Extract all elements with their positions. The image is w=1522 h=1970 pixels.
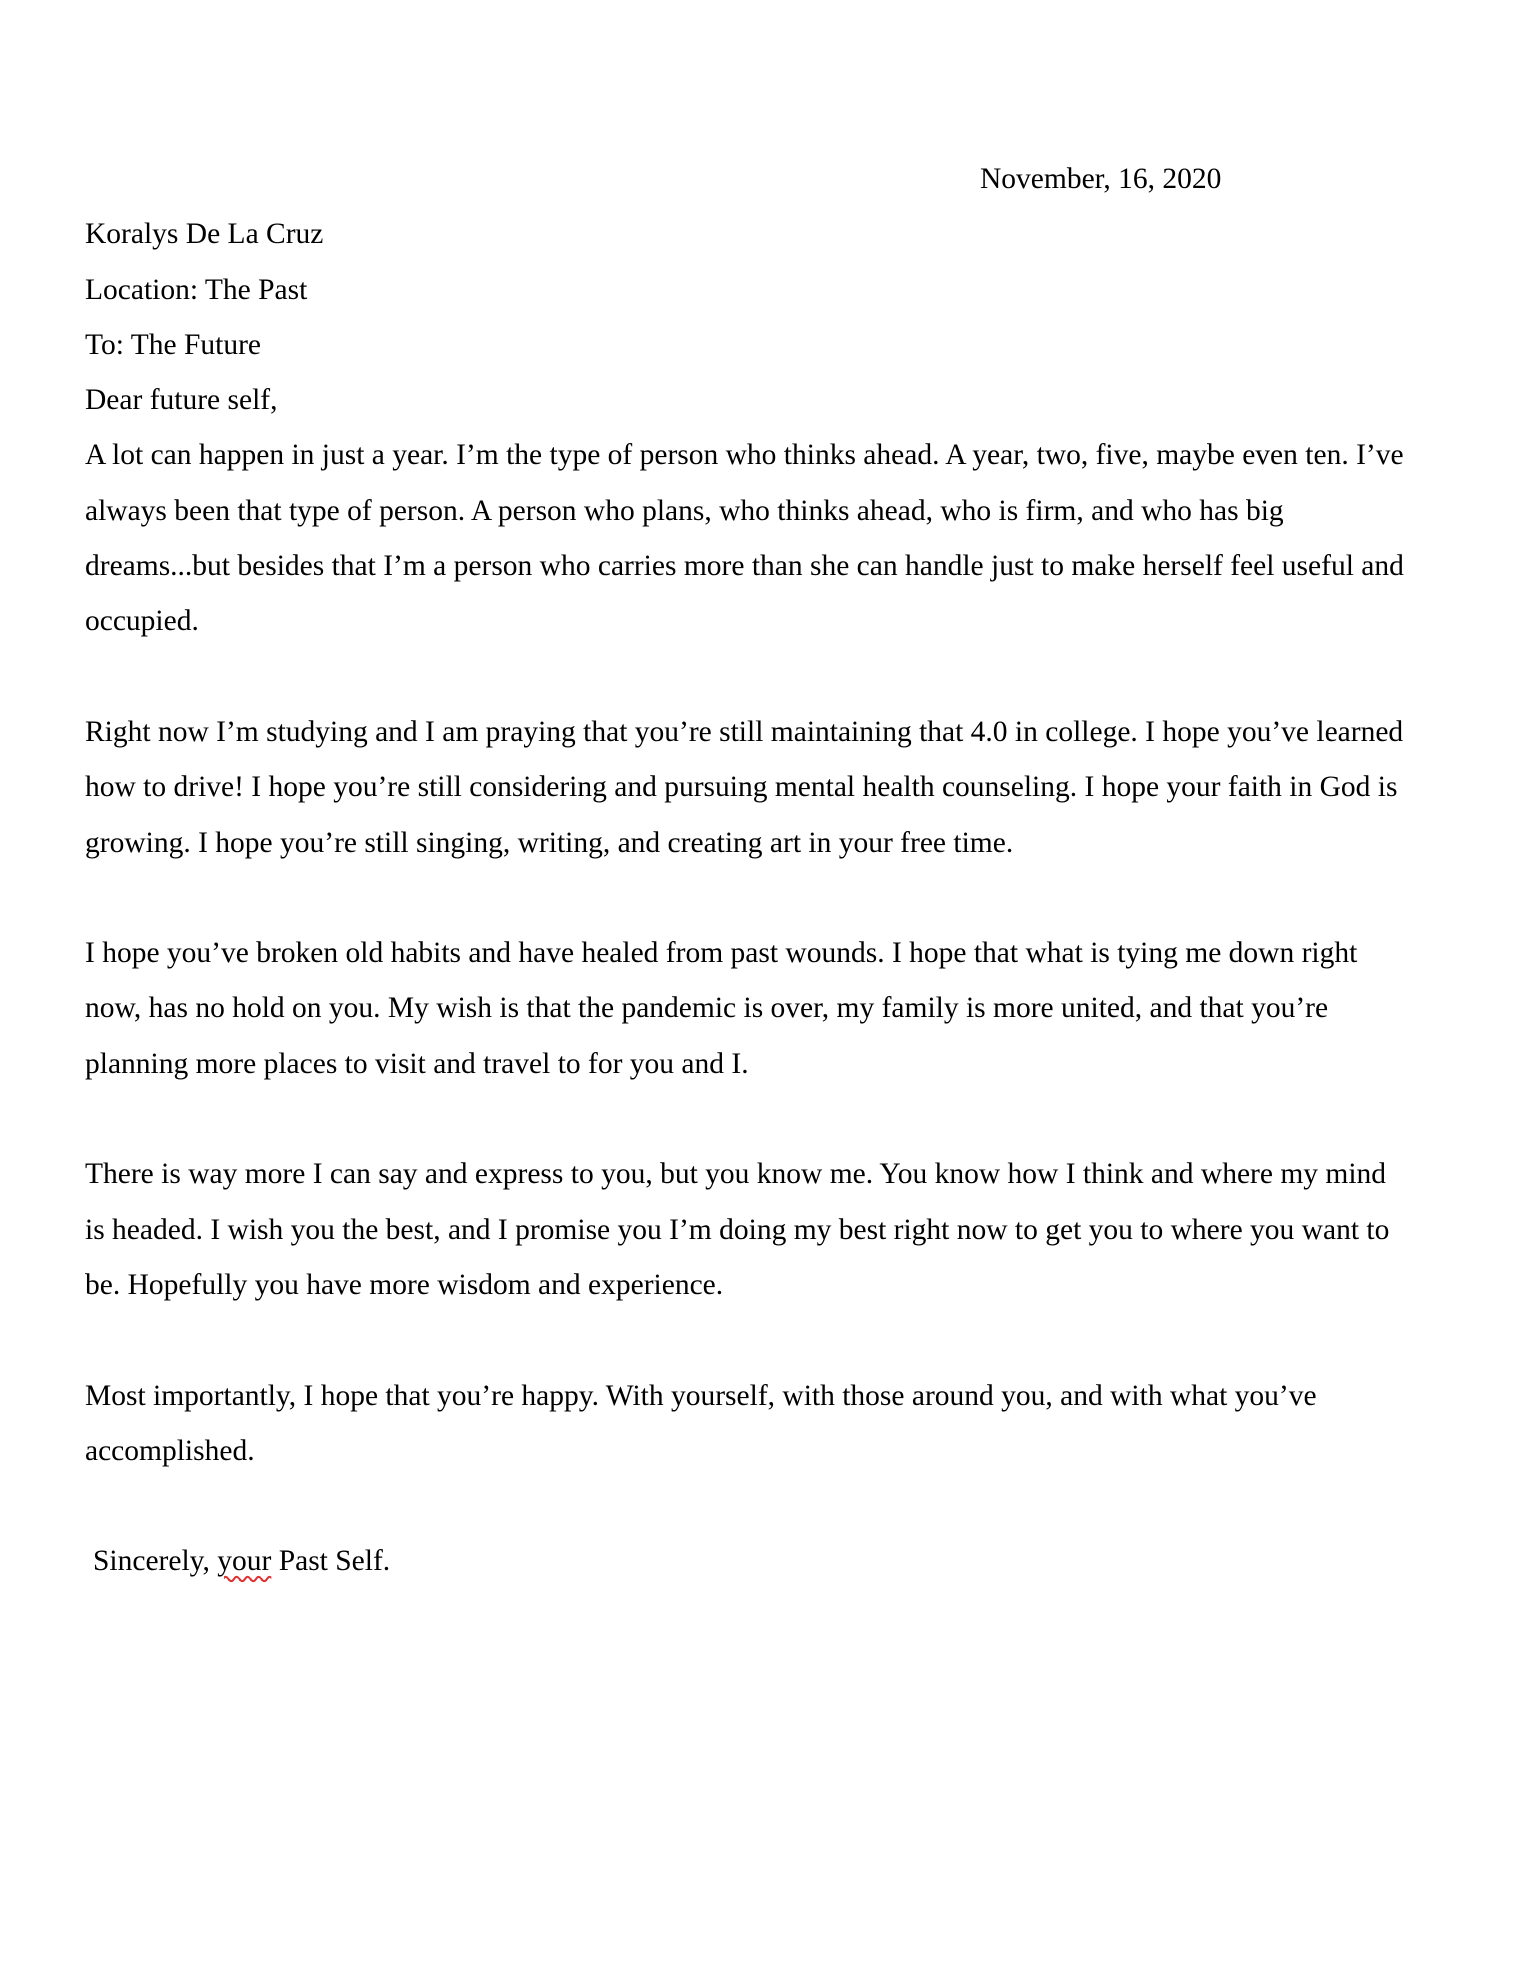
paragraph-1 [85,428,1445,649]
text-line: planning more places to visit and travel to for you and I. [85,1047,749,1080]
letter-body [85,152,1445,1590]
closing-signoff [85,1534,1445,1589]
text-line: There is way more I can say and express to you, but you know me. You know how I think and where my mind [85,1158,1387,1191]
blank-line [85,1479,1445,1534]
sender-name: Koralys De La Cruz [85,218,324,251]
paragraph-4 [85,1147,1445,1313]
blank-line [85,871,1445,926]
closing-text: Past Self. [271,1545,391,1578]
blank-line [85,1092,1445,1147]
spellcheck-flagged-word[interactable]: your [217,1545,272,1578]
text-line: dreams...but besides that I’m a person who carries more than she can handle just to make herself feel useful and [85,550,1404,583]
text-line: Most importantly, I hope that you’re happy. With yourself, with those around you, and with what you’ve [85,1379,1317,1412]
text-line: accomplished. [85,1434,255,1467]
blank-line [85,1313,1445,1368]
text-line: growing. I hope you’re still singing, writing, and creating art in your free time. [85,826,1014,859]
text-line: is headed. I wish you the best, and I promise you I’m doing my best right now to get you to where you want to [85,1213,1390,1246]
text-line: always been that type of person. A person who plans, who thinks ahead, who is firm, and who has big [85,494,1284,527]
letter-date: November, 16, 2020 [980,163,1222,195]
paragraph-2 [85,705,1445,871]
text-line: be. Hopefully you have more wisdom and experience. [85,1268,724,1301]
sender-location: Location: The Past [85,273,308,306]
blank-line [85,650,1445,705]
paragraph-5 [85,1369,1445,1480]
text-line: Right now I’m studying and I am praying that you’re still maintaining that 4.0 in college. I hope you’ve learned [85,715,1404,748]
text-line: occupied. [85,605,199,638]
paragraph-3 [85,926,1445,1092]
text-line: I hope you’ve broken old habits and have healed from past wounds. I hope that what is tying me down right [85,937,1358,970]
text-line: how to drive! I hope you’re still considering and pursuing mental health counseling. I hope your faith in God is [85,771,1398,804]
text-line: now, has no hold on you. My wish is that the pandemic is over, my family is more united, and that you’re [85,992,1329,1025]
recipient: To: The Future [85,328,262,361]
salutation: Dear future self, [85,384,278,417]
closing-text: Sincerely, [93,1545,218,1578]
text-line: A lot can happen in just a year. I’m the type of person who thinks ahead. A year, two, five, maybe even ten. I’ve [85,439,1404,472]
